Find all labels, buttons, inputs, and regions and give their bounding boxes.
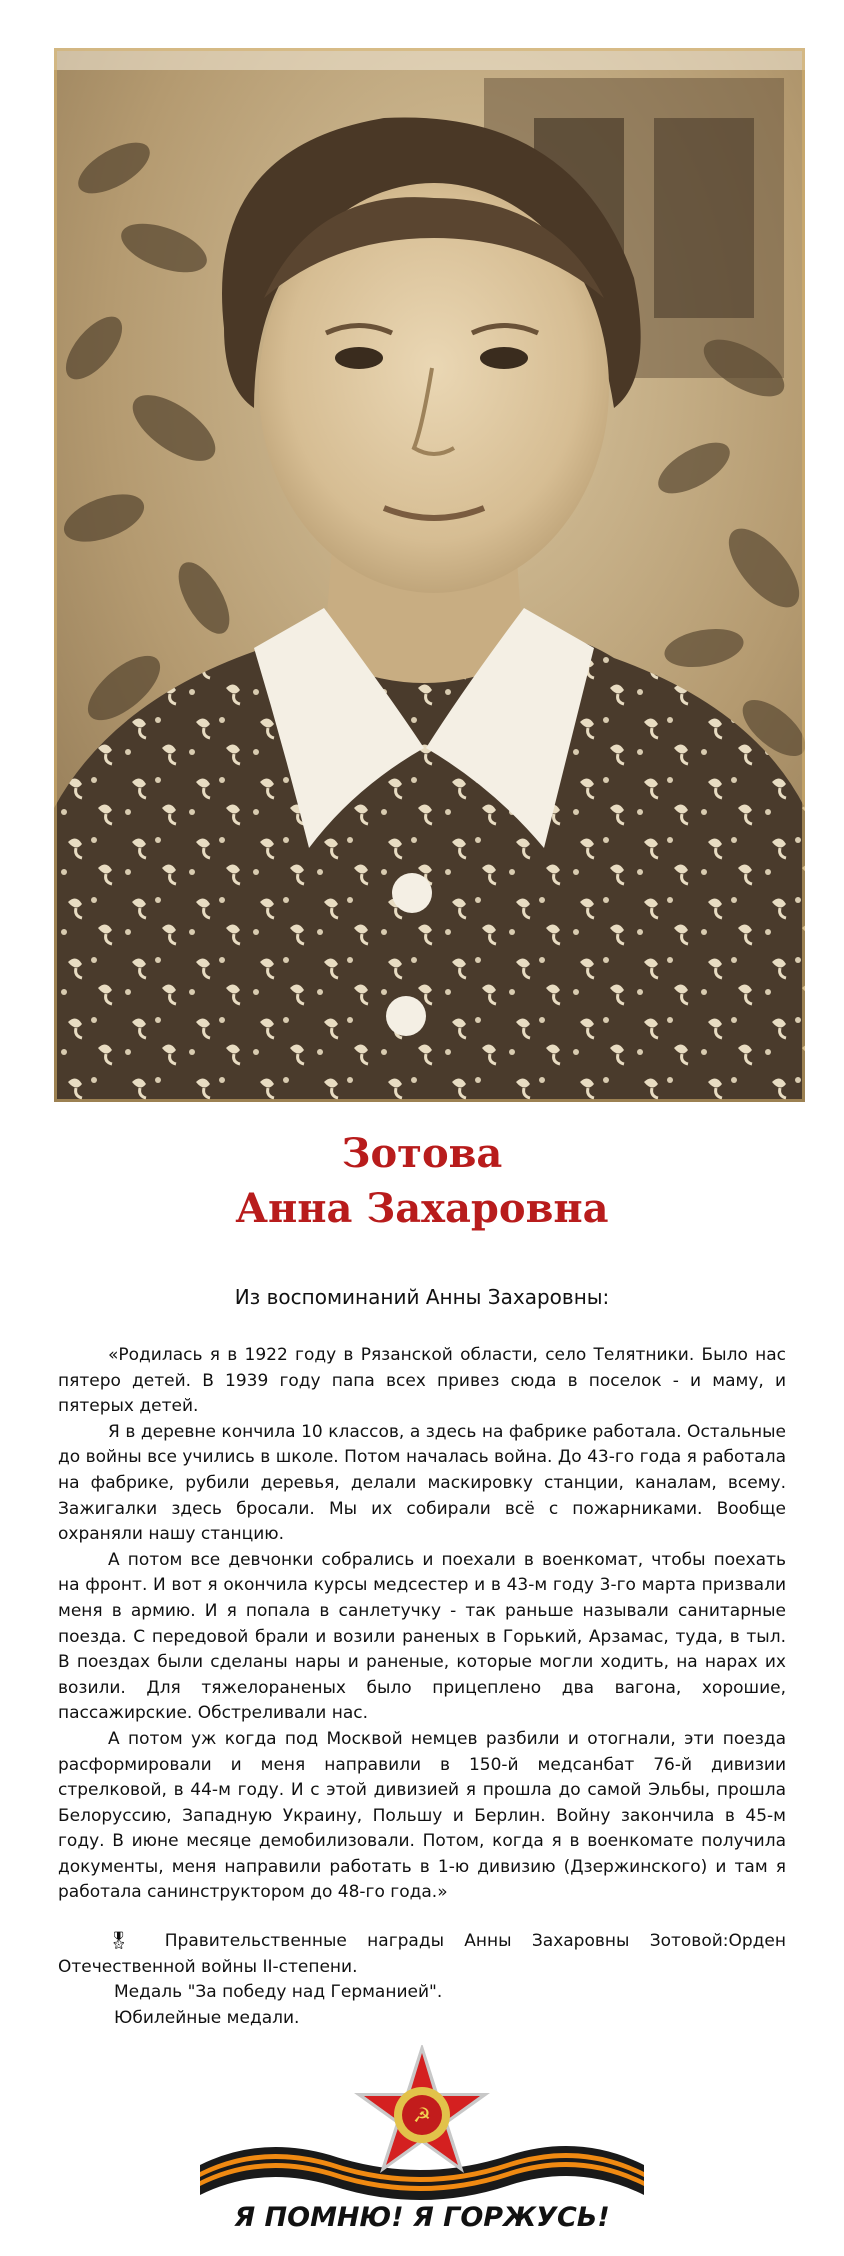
memoir-paragraph: А потом уж когда под Москвой немцев разбили и отогнали, эти поезда расформировали и меня направили в 150-й медсанбат 76-й дивизии стрелковой, в 44-м году. И с этой дивизией я прошла до самой Эльбы, прошла Белоруссию, Западную Украину, Польшу и Берлин. Войну закончила в 45-м году. В июне месяце демобилизовали. Потом, когда я в военкомате получила документы, меня направили работать в 1-ю дивизию (Дзержинского) и там я работала санинструктором до 48-го года.» xyxy=(58,1728,786,1903)
person-name xyxy=(0,1126,844,1236)
st-george-ribbon xyxy=(200,2146,644,2200)
person-given-names: Анна Захаровна xyxy=(235,1185,609,1232)
memoir-paragraph: Я в деревне кончила 10 классов, а здесь на фабрике работала. Остальные до войны все учились в школе. Потом началась война. До 43-го года я работала на фабрике, рубили деревья, делали маскировку станции, каналам, всему. Зажигалки здесь бросали. Мы их собирали всё с пожарниками. Вообще охраняли нашу станцию. xyxy=(58,1421,786,1545)
memoir-paragraph: «Родилась я в 1922 году в Рязанской области, село Телятники. Было нас пятеро детей. В 1939 году папа всех привез сюда в поселок - и маму, и пятерых детей. xyxy=(58,1345,786,1417)
awards-order-line: 🎖 Правительственные награды Анны Захаровны Зотовой:Орден Отечественной войны II-степени. xyxy=(58,1931,786,1977)
memoir-paragraph: А потом все девчонки собрались и поехали в военкомат, чтобы поехать на фронт. И вот я окончила курсы медсестер и в 43-м году 3-го марта призвали меня в армию. И я попала в санлетучку - так раньше называли санитарные поезда. С передовой брали и возили раненых в Горький, Арзамас, туда, в тыл. В поездах были сделаны нары и раненые, которые могли ходить, на нарах их возили. Для тяжелораненых было прицеплено два вагона, хорошие, пассажирские. Обстреливали нас. xyxy=(58,1549,786,1724)
awards-section xyxy=(58,1929,786,2031)
memoir-text xyxy=(58,1343,786,1906)
awards-medal-line: Медаль "За победу над Германией". xyxy=(114,1982,443,2003)
awards-jubilee-line: Юбилейные медали. xyxy=(114,2007,300,2028)
order-star-icon xyxy=(354,2045,490,2173)
svg-text:☭: ☭ xyxy=(413,2103,431,2127)
portrait-photo xyxy=(54,48,805,1102)
person-surname: Зотова xyxy=(341,1130,503,1177)
slogan: Я ПОМНЮ! Я ГОРЖУСЬ! xyxy=(234,2202,610,2233)
memoir-heading: Из воспоминаний Анны Захаровны: xyxy=(234,1285,610,1309)
